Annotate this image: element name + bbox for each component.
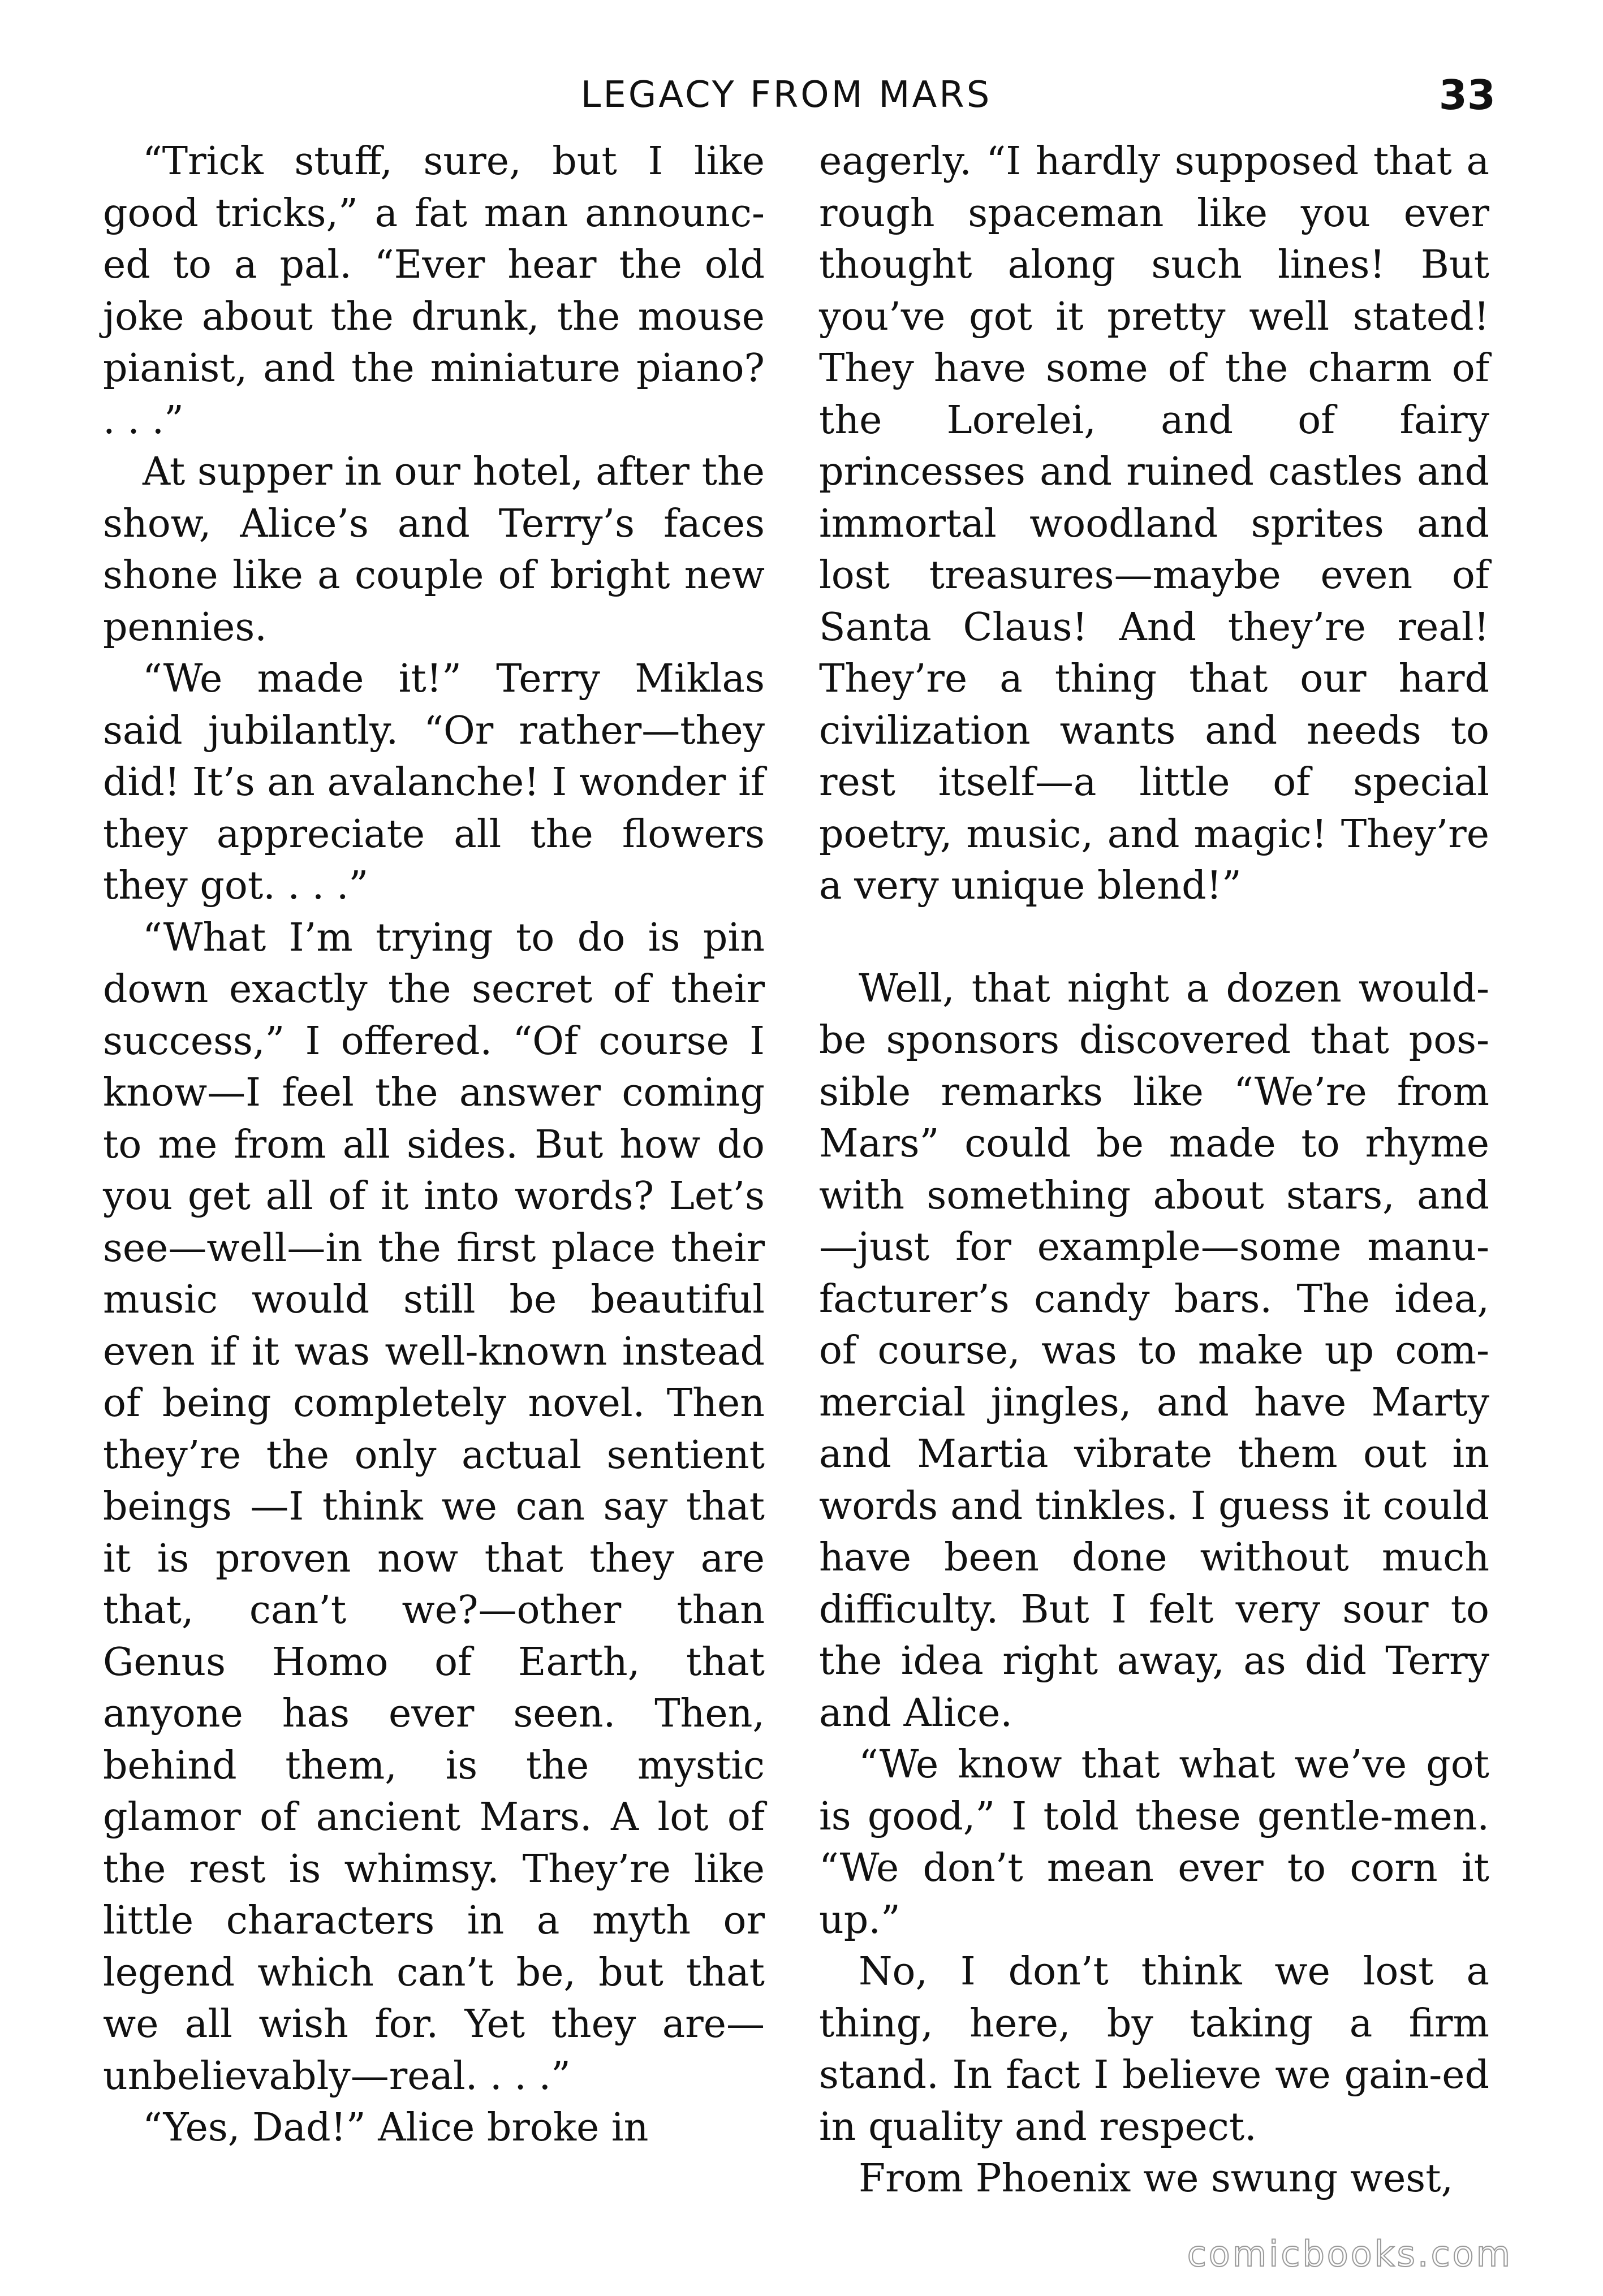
paragraph: At supper in our hotel, after the show, Alice’s and Terry’s faces shone like a couple of bright new pennies.	[103, 450, 765, 650]
paragraph: No, I don’t think we lost a thing, here, by taking a firm stand. In fact I believe we gain-ed in quality and respect.	[819, 1949, 1489, 2150]
watermark: comicbooks.com	[1187, 2233, 1512, 2275]
paragraph: “Yes, Dad!” Alice broke in	[143, 2105, 649, 2150]
paragraph: “Trick stuff, sure, but I like good tricks,” a fat man announc-ed to a pal. “Ever hear the old joke about the drunk, the mouse pianist, and the miniature piano? . . .”	[103, 139, 765, 443]
paragraph: “We know that what we’ve got is good,” I told these gentle-men. “We don’t mean ever to corn it up.”	[819, 1742, 1489, 1943]
left-column	[103, 136, 765, 2154]
paragraph: “What I’m trying to do is pin down exactly the secret of their success,” I offered. “Of course I know—I feel the answer coming to me from all sides. But how do you get all of it into words? Let’s see—well—in the first place their music would still be beautiful even if it was well-known instead of being completely novel. Then they’re the only actual sentient beings —I think we can say that it is proven now that they are that, can’t we?—other than Genus Homo of Earth, that anyone has ever seen. Then, behind them, is the mystic glamor of ancient Mars. A lot of the rest is whimsy. They’re like little characters in a myth or legend which can’t be, but that we all wish for. Yet they are—unbelievably—real. . . .”	[103, 915, 765, 2099]
paragraph-continued: eagerly. “I hardly supposed that a rough spaceman like you ever thought along such lines! But you’ve got it pretty well stated! They have some of the charm of the Lorelei, and of fairy princesses and ruined castles and immortal woodland sprites and lost treasures—maybe even of Santa Claus! And they’re real! They’re a thing that our hard civilization wants and needs to rest itself—a little of special poetry, music, and magic! They’re a very unique blend!”	[819, 139, 1489, 908]
right-column	[819, 136, 1489, 2205]
paragraph: From Phoenix we swung west,	[859, 2156, 1454, 2201]
running-head	[0, 67, 1603, 123]
page-number: 33	[1438, 71, 1496, 119]
paragraph: “We made it!” Terry Miklas said jubilantly. “Or rather—they did! It’s an avalanche! I wonder if they appreciate all the flowers they got. . . .”	[103, 657, 765, 908]
paragraph: Well, that night a dozen would-be sponsors discovered that pos-sible remarks like “We’re from Mars” could be made to rhyme with something about stars, and —just for example—some manu-facturer’s candy bars. The idea, of course, was to make up com-mercial jingles, and have Marty and Martia vibrate them out in words and tinkles. I guess it could have been done without much difficulty. But I felt very sour to the idea right away, as did Terry and Alice.	[819, 966, 1489, 1736]
page-header-title: LEGACY FROM MARS	[580, 74, 992, 116]
